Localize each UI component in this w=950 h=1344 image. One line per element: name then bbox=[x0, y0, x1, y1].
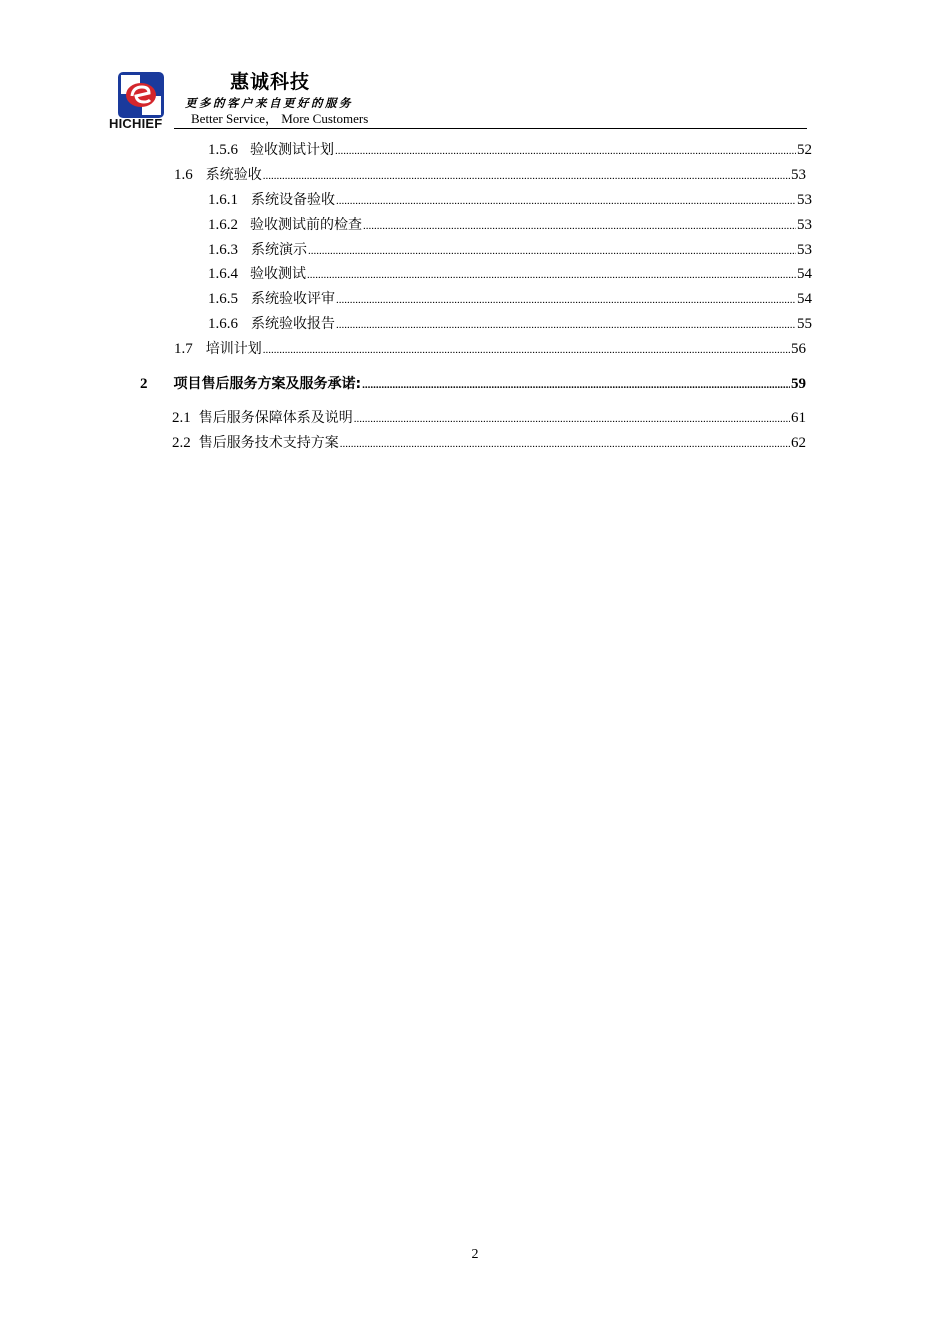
page-number: 2 bbox=[471, 1247, 479, 1262]
toc-dot-leader bbox=[308, 240, 796, 261]
toc-entry-title: 售后服务保障体系及说明 bbox=[198, 410, 353, 426]
toc-entry[interactable] bbox=[174, 339, 806, 360]
toc-entry-title: 系统验收报告 bbox=[251, 316, 335, 332]
toc-entry-page: 61 bbox=[791, 410, 806, 426]
toc-entry-title: 售后服务技术支持方案 bbox=[198, 435, 339, 451]
toc-entry-title: 培训计划 bbox=[205, 341, 262, 357]
toc-dot-leader bbox=[340, 433, 790, 454]
toc-entry-title: 验收测试 bbox=[250, 266, 306, 282]
toc-entry-title: 验收测试计划 bbox=[250, 142, 334, 158]
toc-entry-page: 59 bbox=[791, 376, 806, 392]
toc-entry-number: 2.1 bbox=[172, 410, 191, 426]
toc-entry-title: 项目售后服务方案及服务承诺: bbox=[173, 376, 362, 392]
toc-entry[interactable] bbox=[208, 289, 812, 310]
header-divider bbox=[174, 128, 807, 129]
toc-dot-leader bbox=[307, 264, 796, 285]
toc-entry[interactable] bbox=[208, 240, 812, 261]
toc-entry-number: 1.6.6 bbox=[208, 316, 238, 332]
toc-entry-title: 系统演示 bbox=[251, 242, 307, 258]
toc-entry[interactable] bbox=[172, 408, 806, 429]
toc-entry-number: 1.7 bbox=[174, 341, 193, 357]
toc-entry-number: 1.6 bbox=[174, 167, 193, 183]
toc-entry-page: 55 bbox=[797, 316, 812, 332]
toc-entry-page: 54 bbox=[797, 266, 812, 282]
toc-entry-number: 1.6.2 bbox=[208, 217, 238, 233]
toc-entry-title: 系统验收评审 bbox=[251, 291, 335, 307]
toc-entry[interactable] bbox=[208, 190, 812, 211]
toc-entry-number: 2.2 bbox=[172, 435, 191, 451]
toc-entry-page: 56 bbox=[791, 341, 806, 357]
toc-dot-leader bbox=[354, 408, 790, 429]
toc-dot-leader bbox=[336, 190, 796, 211]
toc-entry-page: 54 bbox=[797, 291, 812, 307]
toc-entry-page: 52 bbox=[797, 142, 812, 158]
toc-entry-number: 1.5.6 bbox=[208, 142, 238, 158]
company-name: 惠诚科技 bbox=[230, 71, 311, 93]
toc-entry[interactable] bbox=[172, 433, 806, 454]
toc-entry-page: 62 bbox=[791, 435, 806, 451]
toc-entry-number: 1.6.5 bbox=[208, 291, 238, 307]
toc-dot-leader bbox=[263, 339, 790, 360]
toc-entry[interactable] bbox=[208, 215, 812, 236]
toc-entry-page: 53 bbox=[797, 217, 812, 233]
toc-entry-title: 系统验收 bbox=[205, 167, 262, 183]
toc-entry-page: 53 bbox=[797, 192, 812, 208]
toc-entry[interactable] bbox=[208, 264, 812, 285]
logo-wordmark: HICHIEF bbox=[109, 116, 163, 131]
toc-entry[interactable] bbox=[174, 165, 806, 186]
toc-entry-number: 1.6.1 bbox=[208, 192, 238, 208]
toc-entry-title: 验收测试前的检查 bbox=[250, 217, 362, 233]
toc-entry-page: 53 bbox=[791, 167, 806, 183]
toc-entry-number: 1.6.4 bbox=[208, 266, 238, 282]
toc-dot-leader bbox=[263, 165, 790, 186]
toc-dot-leader bbox=[336, 314, 796, 335]
toc-dot-leader bbox=[335, 140, 796, 161]
toc-dot-leader bbox=[363, 215, 796, 236]
company-logo-icon bbox=[118, 72, 164, 118]
toc-dot-leader bbox=[362, 374, 790, 395]
slogan-english: Better Service， More Customers bbox=[191, 111, 369, 126]
toc-dot-leader bbox=[336, 289, 796, 310]
toc-entry-number: 1.6.3 bbox=[208, 242, 238, 258]
toc-entry-page: 53 bbox=[797, 242, 812, 258]
toc-entry[interactable] bbox=[208, 314, 812, 335]
slogan-chinese: 更多的客户来自更好的服务 bbox=[185, 96, 353, 110]
toc-entry-chapter[interactable] bbox=[140, 374, 806, 395]
toc-entry-number: 2 bbox=[140, 376, 148, 392]
toc-entry-title: 系统设备验收 bbox=[251, 192, 335, 208]
toc-entry[interactable] bbox=[208, 140, 812, 161]
